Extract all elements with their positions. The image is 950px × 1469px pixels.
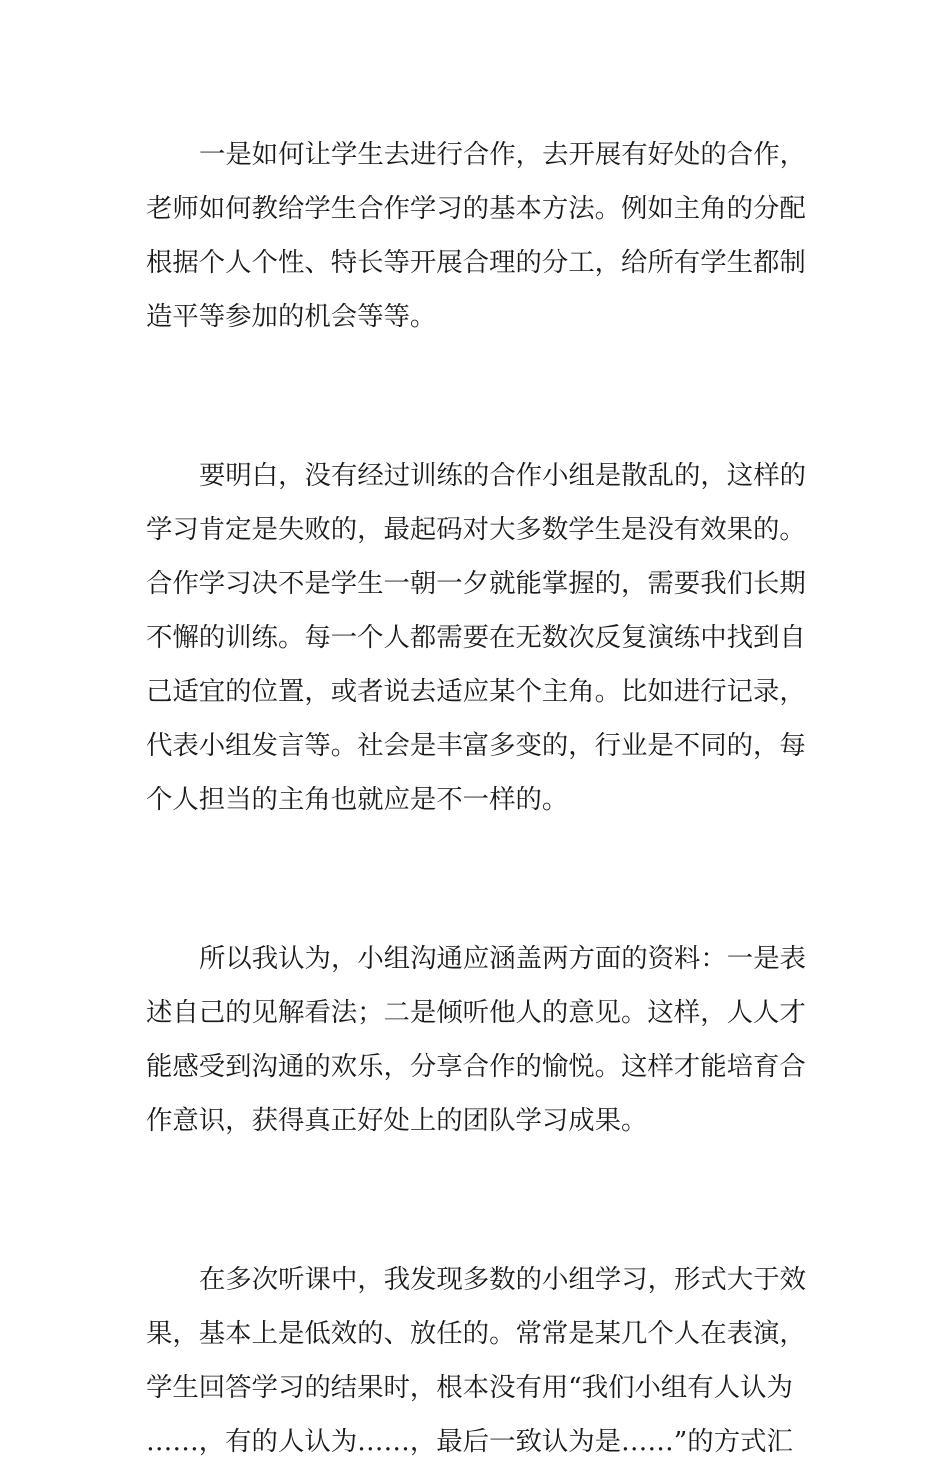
paragraph-line: 造平等参加的机会等等。 bbox=[146, 301, 437, 332]
paragraph-line: 合作学习决不是学生一朝一夕就能掌握的，需要我们长期 bbox=[146, 568, 806, 599]
paragraph-1 bbox=[146, 128, 806, 344]
paragraph-line: 一是如何让学生去进行合作，去开展有好处的合作， bbox=[199, 139, 806, 170]
paragraph-line: 述自己的见解看法；二是倾听他人的意见。这样，人人才 bbox=[146, 997, 806, 1028]
paragraph-line: 根据个人个性、特长等开展合理的分工，给所有学生都制 bbox=[146, 247, 806, 278]
paragraph-3 bbox=[146, 932, 806, 1148]
paragraph-4 bbox=[146, 1253, 806, 1469]
paragraph-line: 所以我认为，小组沟通应涵盖两方面的资料：一是表 bbox=[199, 943, 806, 974]
paragraph-line: 学习肯定是失败的，最起码对大多数学生是没有效果的。 bbox=[146, 514, 806, 545]
paragraph-line: 学生回答学习的结果时，根本没有用“我们小组有人认为 bbox=[146, 1372, 793, 1403]
paragraph-2 bbox=[146, 449, 806, 827]
document-body bbox=[146, 128, 806, 1469]
paragraph-spacer bbox=[146, 827, 806, 932]
paragraph-spacer bbox=[146, 344, 806, 449]
paragraph-line: 果，基本上是低效的、放任的。常常是某几个人在表演， bbox=[146, 1318, 806, 1349]
paragraph-line: 己适宜的位置，或者说去适应某个主角。比如进行记录， bbox=[146, 676, 806, 707]
paragraph-line: 作意识，获得真正好处上的团队学习成果。 bbox=[146, 1105, 648, 1136]
paragraph-line: 个人担当的主角也就应是不一样的。 bbox=[146, 784, 569, 815]
paragraph-line: 不懈的训练。每一个人都需要在无数次反复演练中找到自 bbox=[146, 622, 806, 653]
paragraph-line: 老师如何教给学生合作学习的基本方法。例如主角的分配 bbox=[146, 193, 806, 224]
paragraph-line: 要明白，没有经过训练的合作小组是散乱的，这样的 bbox=[199, 460, 806, 491]
paragraph-spacer bbox=[146, 1148, 806, 1253]
paragraph-line: 能感受到沟通的欢乐，分享合作的愉悦。这样才能培育合 bbox=[146, 1051, 806, 1082]
paragraph-line: 在多次听课中，我发现多数的小组学习，形式大于效 bbox=[199, 1264, 806, 1295]
paragraph-line: ……，有的人认为……，最后一致认为是……”的方式汇 bbox=[146, 1426, 793, 1457]
paragraph-line: 代表小组发言等。社会是丰富多变的，行业是不同的，每 bbox=[146, 730, 806, 761]
